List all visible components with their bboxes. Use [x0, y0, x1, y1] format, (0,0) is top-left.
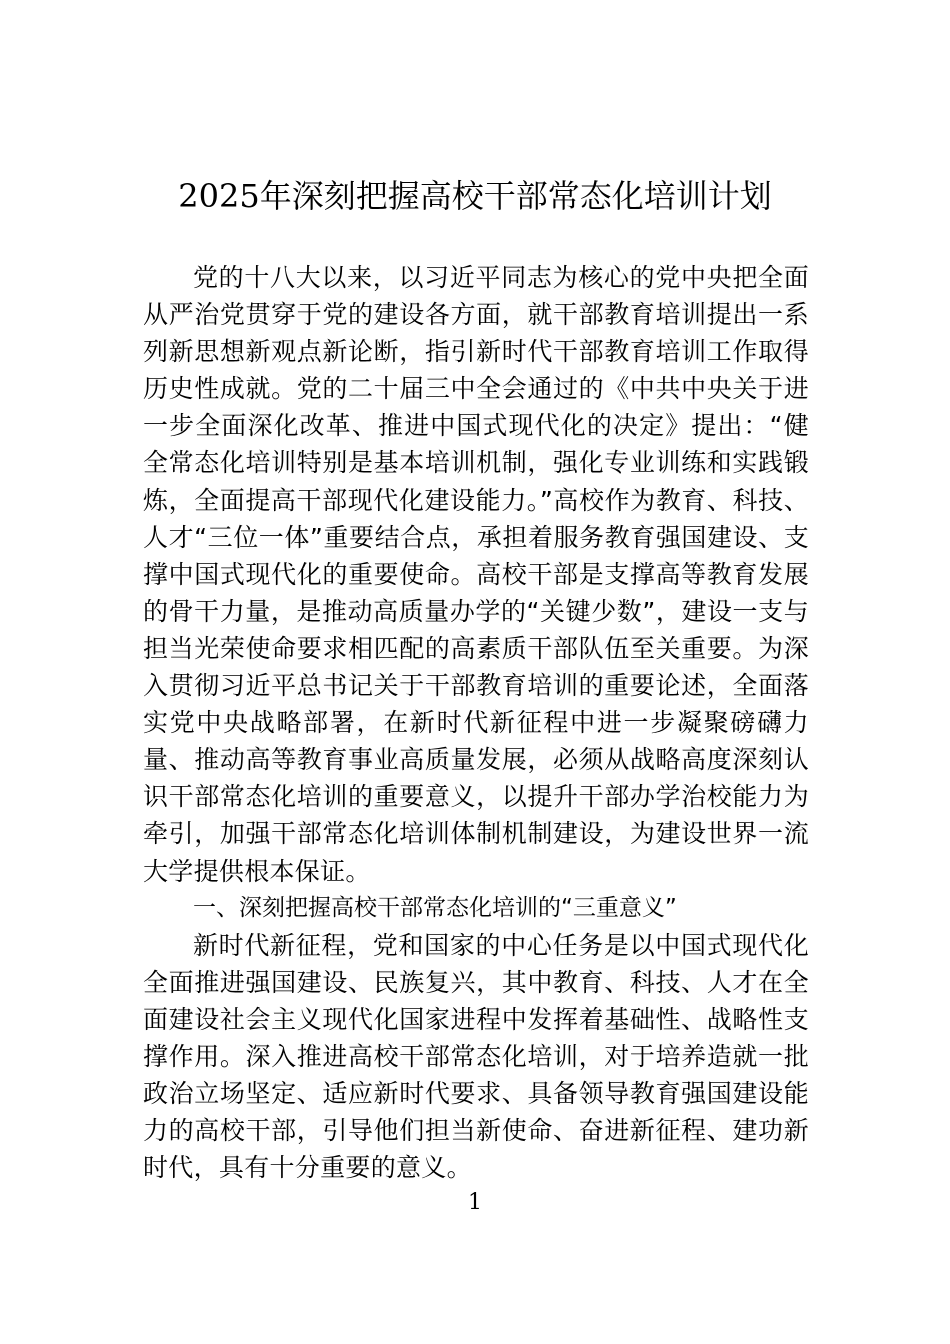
document-title: 2025年深刻把握高校干部常态化培训计划: [178, 177, 772, 215]
intro-paragraph: 党的十八大以来，以习近平同志为核心的党中央把全面从严治党贯穿于党的建设各方面，就干部教育培训提出一系列新思想新观点新论断，指引新时代干部教育培训工作取得历史性成就。党的二十届三中全会通过的《中共中央关于进一步全面深化改革、推进中国式现代化的决定》提出：“健全常态化培训特别是基本培训机制，强化专业训练和实践锻炼，全面提高干部现代化建设能力。”高校作为教育、科技、人才“三位一体”重要结合点，承担着服务教育强国建设、支撑中国式现代化的重要使命。高校干部是支撑高等教育发展的骨干力量，是推动高质量办学的“关键少数”，建设一支与担当光荣使命要求相匹配的高素质干部队伍至关重要。为深入贯彻习近平总书记关于干部教育培训的重要论述，全面落实党中央战略部署，在新时代新征程中进一步凝聚磅礴力量、推动高等教育事业高质量发展，必须从战略高度深刻认识干部常态化培训的重要意义，以提升干部办学治校能力为牵引，加强干部常态化培训体制机制建设，为建设世界一流大学提供根本保证。: [143, 263, 809, 886]
section-paragraph: 新时代新征程，党和国家的中心任务是以中国式现代化全面推进强国建设、民族复兴，其中教育、科技、人才在全面建设社会主义现代化国家进程中发挥着基础性、战略性支撑作用。深入推进高校干部常态化培训，对于培养造就一批政治立场坚定、适应新时代要求、具备领导教育强国建设能力的高校干部，引导他们担当新使命、奋进新征程、建功新时代，具有十分重要的意义。: [143, 930, 809, 1183]
page-number: 1: [468, 1190, 482, 1215]
document-body: [143, 259, 809, 1186]
section-heading: 一、深刻把握高校干部常态化培训的“三重意义”: [193, 894, 677, 921]
